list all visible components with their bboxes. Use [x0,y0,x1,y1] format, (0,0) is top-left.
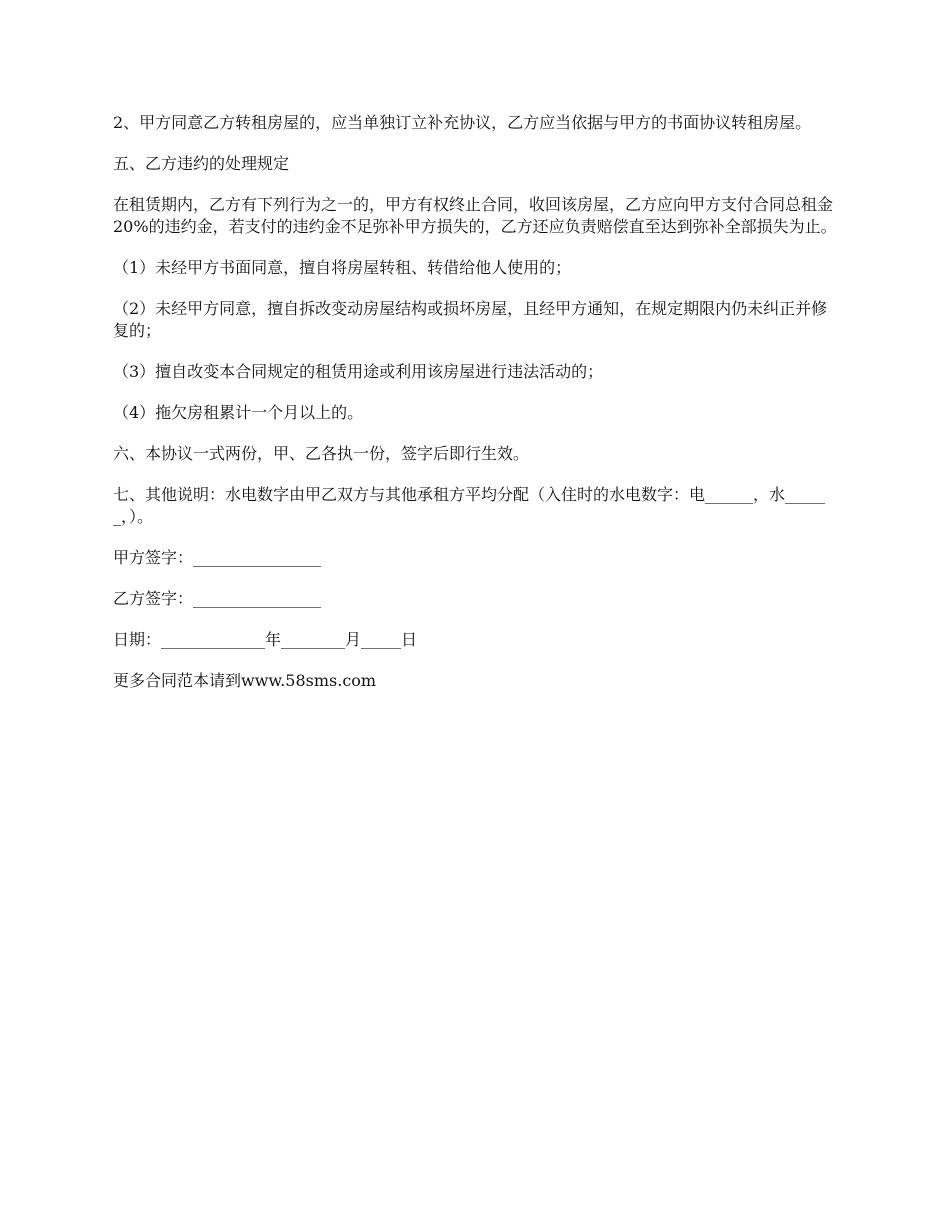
footer-link: 更多合同范本请到www.58sms.com [113,671,377,690]
party-a-signature: 甲方签字：________________ [113,548,322,567]
date-line: 日期：_____________年________月_____日 [113,630,418,649]
section-5-body: 在租赁期内，乙方有下列行为之一的，甲方有权终止合同，收回该房屋，乙方应向甲方支付合同总租金20%的违约金，若支付的违约金不足弥补甲方损失的，乙方还应负责赔偿直至达到弥补全部损失为止。 [113,195,837,236]
item-3: （3）擅自改变本合同规定的租赁用途或利用该房屋进行违法活动的； [113,362,604,381]
section-7: 七、其他说明：水电数字由甲乙双方与其他承租方平均分配（入住时的水电数字：电______，水______，）。 [113,485,826,526]
item-4: （4）拖欠房租累计一个月以上的。 [113,403,364,422]
clause-2-sublease-agreement: 2、甲方同意乙方转租房屋的，应当单独订立补充协议，乙方应当依据与甲方的书面协议转租房屋。 [113,113,812,132]
party-b-signature: 乙方签字：________________ [113,589,322,608]
section-5-heading: 五、乙方违约的处理规定 [113,154,290,173]
item-2: （2）未经甲方同意，擅自拆改变动房屋结构或损坏房屋，且经甲方通知，在规定期限内仍未纠正并修复的； [113,299,828,340]
section-6: 六、本协议一式两份，甲、乙各执一份，签字后即行生效。 [113,444,530,463]
document-page [113,112,838,711]
item-1: （1）未经甲方书面同意，擅自将房屋转租、转借给他人使用的； [113,258,572,277]
